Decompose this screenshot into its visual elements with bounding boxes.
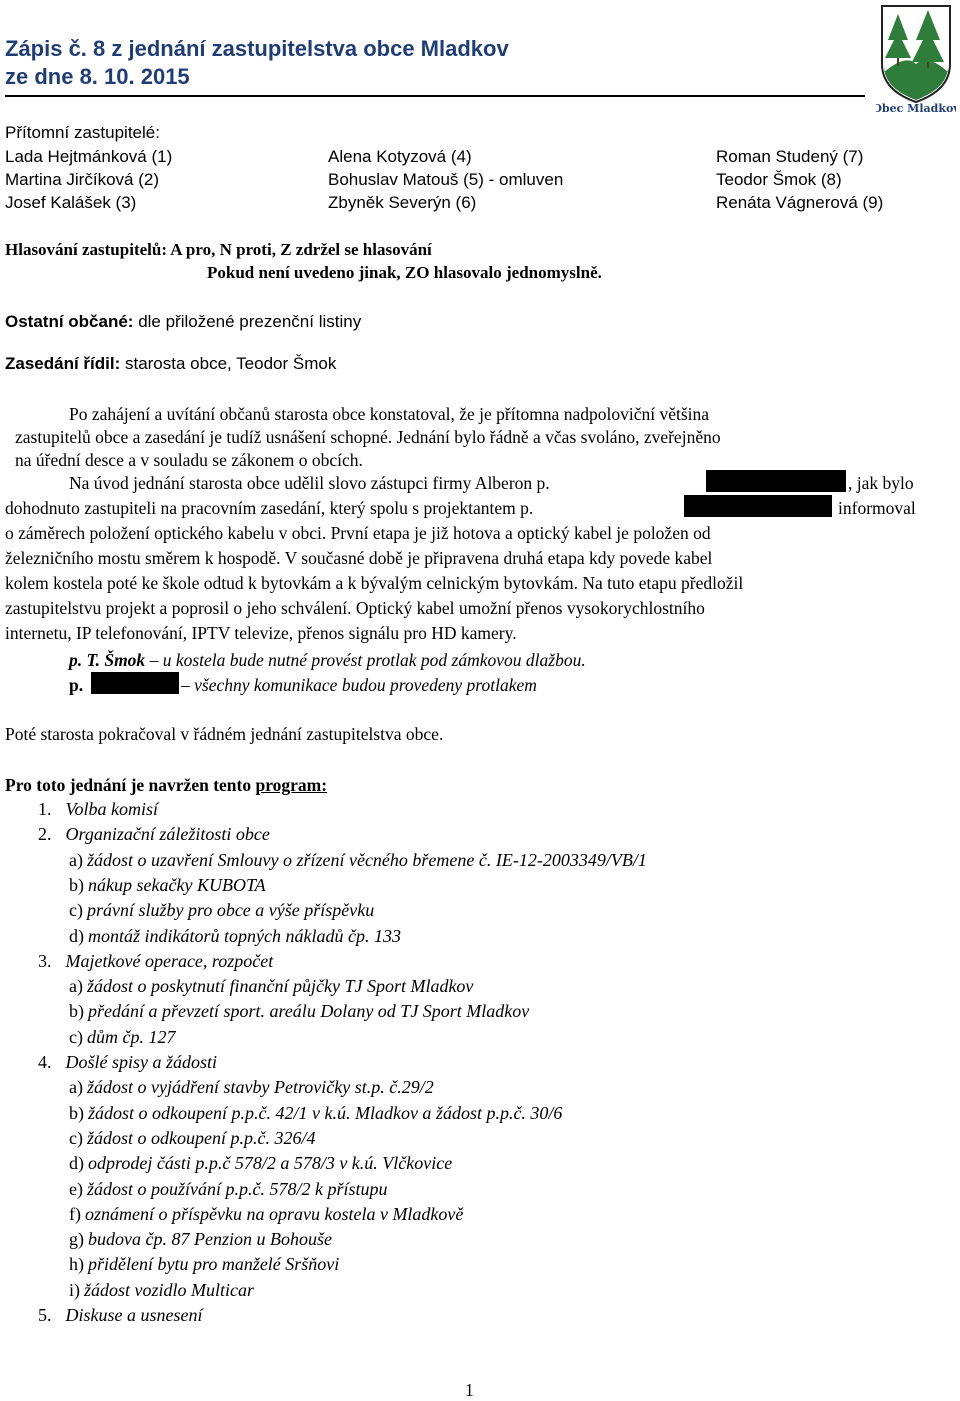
page-number: 1 (465, 1380, 474, 1400)
body-line: informoval (838, 498, 916, 518)
other-citizens (5, 312, 361, 332)
intro-line: na úřední desce a v souladu se zákonem o obcích. (15, 450, 363, 470)
program-item-text: žádost o odkoupení p.p.č. 326/4 (86, 1127, 316, 1148)
program-item-number: d) (69, 1153, 84, 1174)
program-item-number: c) (69, 1026, 83, 1047)
program-subitem (69, 875, 266, 896)
program-item-number: i) (69, 1279, 80, 1300)
chair (5, 354, 336, 374)
program-heading (5, 775, 327, 796)
program-item-text: oznámení o příspěvku na opravu kostela v Mladkově (85, 1203, 464, 1224)
program-item-text: dům čp. 127 (86, 1026, 176, 1047)
program-item-number: b) (69, 1001, 84, 1022)
program-item-number: 5. (38, 1305, 52, 1325)
program-item-number: 3. (38, 950, 52, 971)
program-subitem (69, 1179, 387, 1200)
program-item-number: 4. (38, 1052, 52, 1072)
program-item-text: předání a převzetí sport. areálu Dolany od TJ Sport Mladkov (88, 1001, 530, 1022)
body-line: železničního mostu směrem k hospodě. V současné době je připravena druhá etapa kdy povede kabel (5, 548, 713, 568)
program-item-number: a) (69, 1077, 83, 1098)
program-heading-text: Pro toto jednání je navržen tento (5, 775, 256, 795)
program-item-number: h) (69, 1254, 84, 1275)
redaction-box (91, 672, 179, 694)
program-item (38, 1052, 217, 1073)
program-item-number: g) (69, 1229, 84, 1250)
program-item-text: žádost o uzavření Smlouvy o zřízení věcného břemene č. IE-12-2003349/VB/1 (86, 849, 647, 870)
voting-default: Pokud není uvedeno jinak, ZO hlasovalo jednomyslně. (207, 263, 602, 282)
header-rule (5, 95, 865, 97)
program-item-text: žádost o vyjádření stavby Petrovičky st.p. č.29/2 (86, 1077, 434, 1098)
voting-legend: Hlasování zastupitelů: A pro, N proti, Z zdržel se hlasování (5, 240, 432, 259)
question-speaker: p. T. Šmok (69, 650, 146, 670)
program-item-number: c) (69, 1127, 83, 1148)
program-subitem (69, 1229, 332, 1250)
program-item-number: 2. (38, 824, 52, 845)
program-item-text: žádost o používání p.p.č. 578/2 k přístupu (86, 1178, 388, 1199)
program-item-text: budova čp. 87 Penzion u Bohouše (88, 1229, 332, 1250)
document-title: Zápis č. 8 z jednání zastupitelstva obce Mladkov (5, 36, 509, 61)
program-subitem (69, 1128, 315, 1149)
program-item-number: b) (69, 1102, 84, 1123)
program-item-number: 1. (38, 799, 52, 819)
program-item-text: právní služby pro obce a výše příspěvku (86, 900, 375, 921)
other-citizens-label: Ostatní občané: (5, 312, 134, 331)
body-line: Na úvod jednání starosta obce udělil slovo zástupci firmy Alberon p. (69, 473, 550, 493)
body-line: dohodnuto zastupiteli na pracovním zasedání, který spolu s projektantem p. (5, 498, 534, 518)
program-heading-underlined: program: (255, 775, 328, 795)
program-item-text: Organizační záležitosti obce (65, 824, 270, 845)
member: Zbyněk Severýn (6) (328, 193, 477, 212)
program-subitem (69, 900, 374, 921)
program-item (38, 1305, 202, 1326)
program-subitem (69, 850, 647, 871)
program-subitem (69, 1280, 254, 1301)
member: Teodor Šmok (8) (716, 170, 842, 189)
program-item-text: odprodej části p.p.č 578/2 a 578/3 v k.ú. Vlčkovice (88, 1153, 453, 1174)
program-item-number: f) (69, 1203, 81, 1224)
redaction-box (684, 495, 832, 517)
other-citizens-value: dle přiložené prezenční listiny (133, 312, 362, 331)
question-speaker-label: p. (69, 675, 84, 695)
program-item-number: a) (69, 849, 83, 870)
program-item-number: e) (69, 1178, 83, 1199)
question-text: – u kostela bude nutné provést protlak pod zámkovou dlažbou. (145, 650, 586, 670)
intro-line: zastupitelů obce a zasedání je tudíž usnášení schopné. Jednání bylo řádně a včas svoláno, zveřejněno (15, 427, 721, 447)
question-text: – všechny komunikace budou provedeny protlakem (181, 675, 537, 695)
attendance-label: Přítomní zastupitelé: (5, 123, 160, 142)
program-subitem (69, 1027, 175, 1048)
question-speaker (69, 675, 83, 696)
program-item-text: Majetkové operace, rozpočet (65, 950, 274, 971)
program-item-number: c) (69, 900, 83, 921)
program-item-number: b) (69, 874, 84, 895)
continue-text: Poté starosta pokračoval v řádném jednání zastupitelstva obce. (5, 724, 444, 744)
body-line: internetu, IP telefonování, IPTV televize, přenos signálu pro HD kamery. (5, 623, 517, 643)
program-subitem (69, 976, 473, 997)
program-item-text: přidělení bytu pro manželé Sršňovi (88, 1254, 340, 1275)
body-line: zastupitelstvu projekt a poprosil o jeho schválení. Optický kabel umožní přenos vysokorychlostního (5, 598, 705, 618)
program-item-number: a) (69, 976, 83, 997)
program-item-text: Diskuse a usnesení (65, 1305, 203, 1325)
body-line: , jak bylo (848, 473, 914, 493)
member: Bohuslav Matouš (5) - omluven (328, 170, 564, 189)
program-subitem (69, 1001, 529, 1022)
program-subitem (69, 1153, 452, 1174)
program-subitem (69, 926, 401, 947)
program-subitem (69, 1254, 339, 1275)
program-item-text: žádost o odkoupení p.p.č. 42/1 v k.ú. Mladkov a žádost p.p.č. 30/6 (88, 1102, 563, 1123)
body-line: o záměrech položení optického kabelu v obci. První etapa je již hotova a optický kabel je položen od (5, 523, 711, 543)
program-item-number: d) (69, 925, 84, 946)
program-subitem (69, 1077, 434, 1098)
body-line: kolem kostela poté ke škole odtud k bytovkám a k bývalým celnickým bytovkám. Na tuto etapu předložil (5, 573, 744, 593)
program-item-text: Došlé spisy a žádosti (65, 1052, 218, 1072)
program-item-text: montáž indikátorů topných nákladů čp. 133 (88, 925, 401, 946)
program-item (38, 824, 270, 845)
program-item-text: žádost o poskytnutí finanční půjčky TJ Sport Mladkov (86, 976, 474, 997)
program-subitem (69, 1103, 562, 1124)
document-date: ze dne 8. 10. 2015 (5, 64, 190, 89)
question (69, 650, 586, 671)
chair-value: starosta obce, Teodor Šmok (120, 354, 337, 373)
member: Martina Jirčíková (2) (5, 170, 159, 189)
municipality-logo (876, 2, 956, 114)
member: Renáta Vágnerová (9) (716, 193, 884, 212)
program-item (38, 951, 273, 972)
member: Alena Kotyzová (4) (328, 147, 472, 166)
program-item-text: nákup sekačky KUBOTA (88, 874, 266, 895)
member: Roman Studený (7) (716, 147, 864, 166)
program-item (38, 799, 158, 820)
member: Lada Hejtmánková (1) (5, 147, 173, 166)
redaction-box (706, 470, 846, 492)
logo-text: Obec Mladkov (876, 102, 956, 114)
program-item-text: Volba komisí (65, 799, 158, 819)
program-item-text: žádost vozidlo Multicar (84, 1279, 254, 1300)
member: Josef Kalášek (3) (5, 193, 137, 212)
intro-line: Po zahájení a uvítání občanů starosta obce konstatoval, že je přítomna nadpoloviční většina (69, 404, 710, 424)
program-subitem (69, 1204, 463, 1225)
chair-label: Zasedání řídil: (5, 354, 121, 373)
